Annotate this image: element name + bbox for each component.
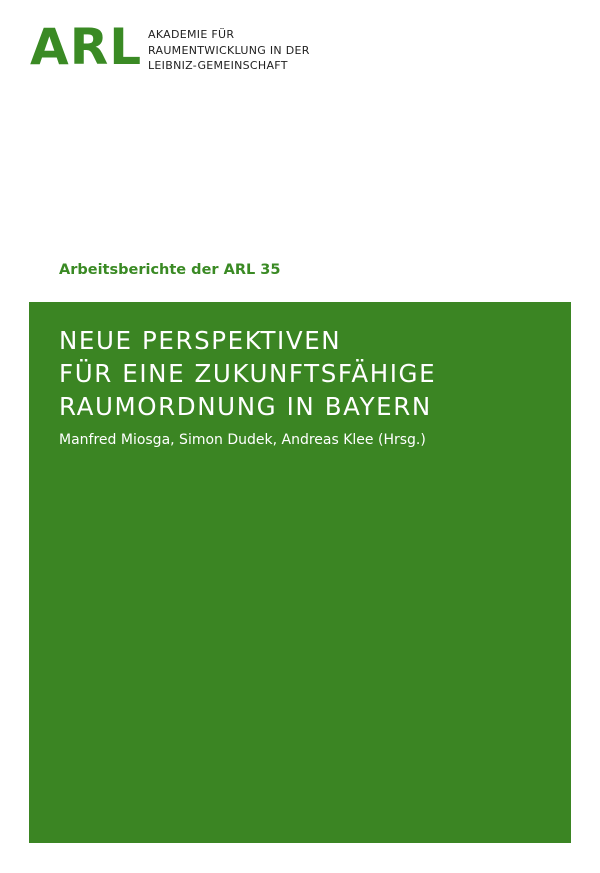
series-title: Arbeitsberichte der ARL 35	[59, 262, 281, 278]
book-title	[59, 324, 436, 423]
book-title-line: RAUMORDNUNG IN BAYERN	[59, 392, 432, 421]
book-title-line: NEUE PERSPEKTIVEN	[59, 326, 342, 355]
academy-name-line: LEIBNIZ-GEMEINSCHAFT	[148, 59, 288, 72]
arl-logo-wordmark: ARL	[30, 18, 143, 76]
academy-name-line: AKADEMIE FÜR	[148, 28, 235, 41]
cover-panel	[29, 302, 571, 843]
academy-name-line: RAUMENTWICKLUNG IN DER	[148, 43, 310, 57]
editors: Manfred Miosga, Simon Dudek, Andreas Klee (Hrsg.)	[59, 432, 426, 448]
academy-name	[148, 27, 310, 74]
book-title-line: FÜR EINE ZUKUNFTSFÄHIGE	[59, 359, 437, 388]
